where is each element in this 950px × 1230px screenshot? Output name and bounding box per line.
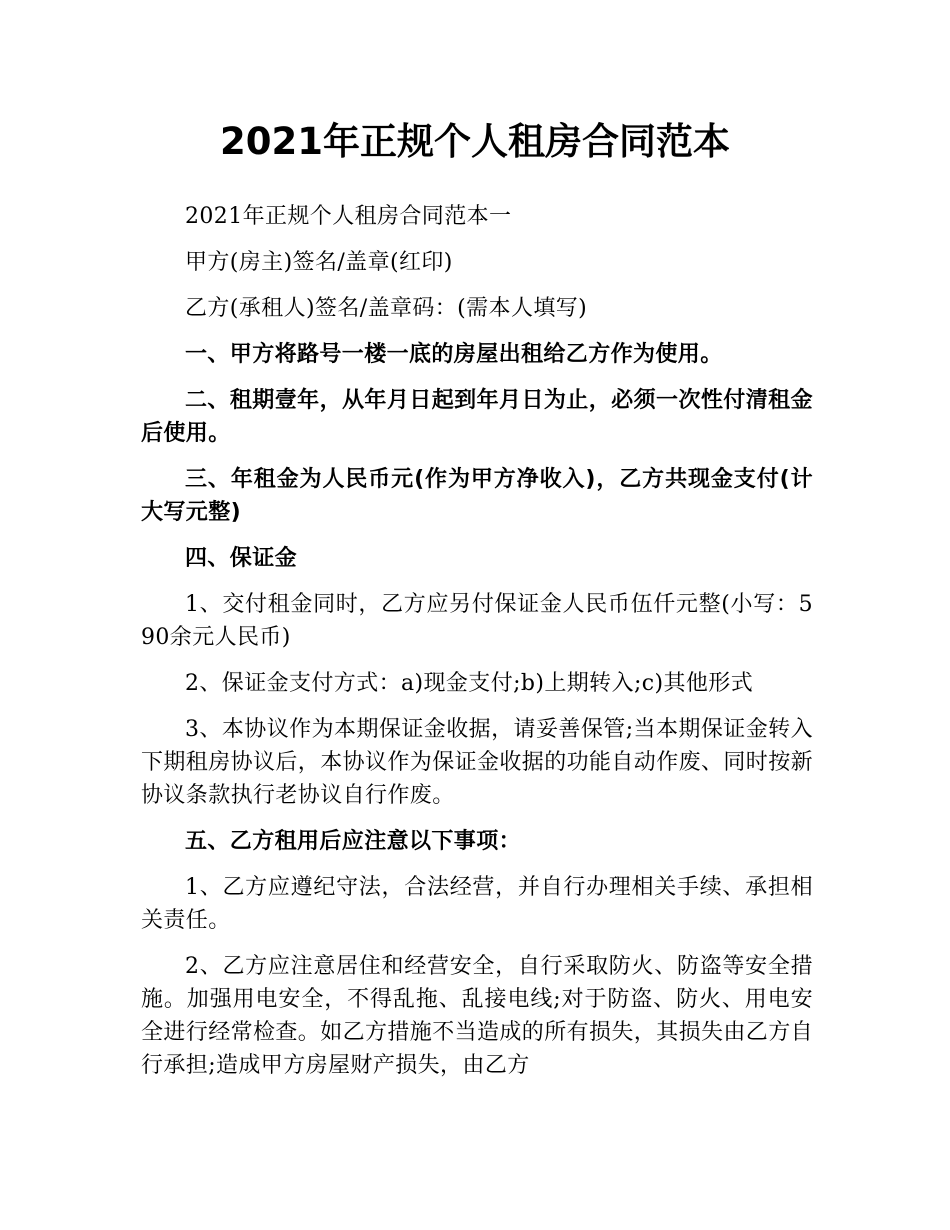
clause-4-item-1: 1、交付租金同时，乙方应另付保证金人民币伍仟元整(小写：590余元人民币): [141, 592, 813, 650]
clause-3: 三、年租金为人民币元(作为甲方净收入)，乙方共现金支付(计大写元整): [141, 467, 813, 525]
clause-5-heading: 五、乙方租用后应注意以下事项：: [185, 829, 522, 854]
document-title: 2021年正规个人租房合同范本: [220, 120, 730, 163]
paragraph-party-b: 乙方(承租人)签名/盖章码：(需本人填写): [185, 296, 588, 321]
clause-4-heading: 四、保证金: [185, 546, 298, 571]
paragraph-heading: 2021年正规个人租房合同范本一: [185, 204, 512, 229]
clause-1: 一、甲方将路号一楼一底的房屋出租给乙方作为使用。: [185, 342, 723, 367]
clause-2: 二、租期壹年，从年月日起到年月日为止，必须一次性付清租金后使用。: [141, 388, 813, 446]
clause-5-item-1: 1、乙方应遵纪守法，合法经营，并自行办理相关手续、承担相关责任。: [141, 875, 813, 933]
clause-4-item-3: 3、本协议作为本期保证金收据，请妥善保管;当本期保证金转入下期租房协议后，本协议作为保证金收据的功能自动作废、同时按新协议条款执行老协议自行作废。: [141, 717, 814, 808]
paragraph-party-a: 甲方(房主)签名/盖章(红印): [185, 250, 453, 275]
clause-4-item-2: 2、保证金支付方式：a)现金支付;b)上期转入;c)其他形式: [185, 671, 754, 696]
document-body: [141, 200, 813, 1095]
clause-5-item-2: 2、乙方应注意居住和经营安全，自行采取防火、防盗等安全措施。加强用电安全，不得乱拖、乱接电线;对于防盗、防火、用电安全进行经常检查。如乙方措施不当造成的所有损失，其损失由乙方自行承担;造成甲方房屋财产损失，由乙方: [141, 954, 814, 1078]
